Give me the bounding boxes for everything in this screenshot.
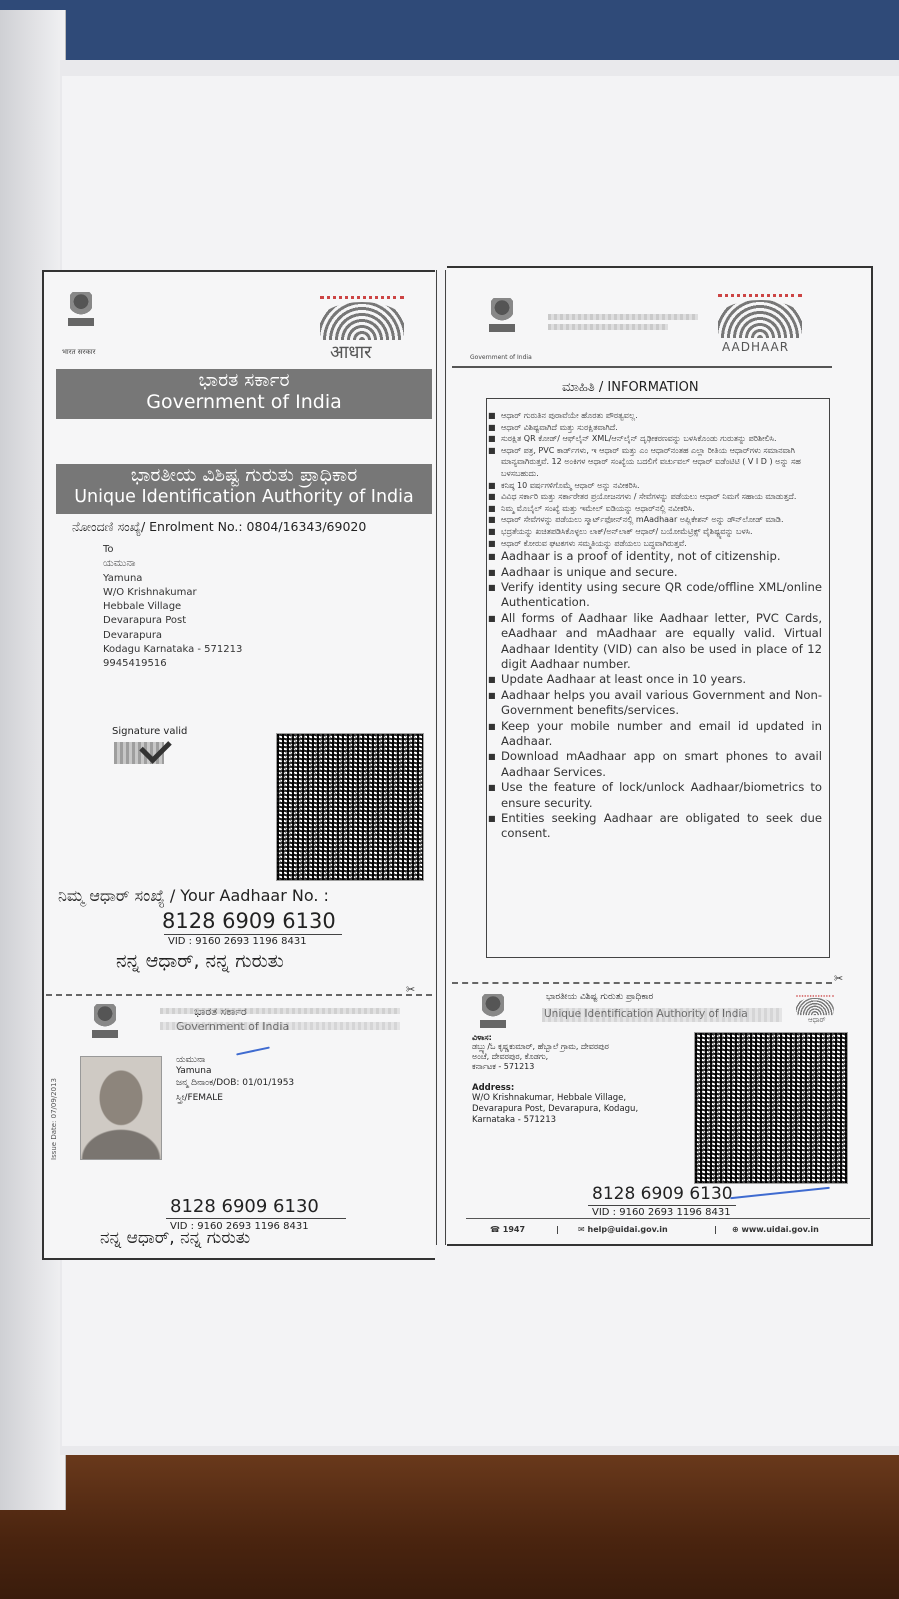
card-tagline: ನನ್ನ ಆಧಾರ್, ನನ್ನ ಗುರುತು: [100, 1228, 251, 1248]
header-rule: [452, 366, 832, 368]
info-list: [488, 410, 822, 842]
card-back-logo-text: ಆಧಾರ್: [808, 1016, 826, 1024]
card-vid: VID : 9160 2693 1196 8431: [170, 1221, 309, 1232]
info-item-kn: ■ ಆಧಾರ್ ಸೇವೆಗಳನ್ನು ಪಡೆಯಲು ಸ್ಮಾರ್ಟ್‌ಫೋನ್‌ನಲ್ಲಿ mAadhaar ಅಪ್ಲಿಕೇಶನ್ ಅನ್ನು ಡೌನ್‌ಲೋಡ್ ಮಾಡಿ.: [488, 514, 822, 526]
email-text: help@uidai.gov.in: [587, 1225, 668, 1234]
uidai-title-kn: ಭಾರತೀಯ ವಿಶಿಷ್ಟ ಗುರುತು ಪ್ರಾಧಿಕಾರ: [130, 464, 358, 486]
vid-number: VID : 9160 2693 1196 8431: [168, 936, 307, 947]
info-item-kn: ■ ಆಧಾರ್ ಗುರುತಿನ ಪುರಾವೆಯೇ ಹೊರತು ಪೌರತ್ವವಲ್ಲ.: [488, 410, 822, 422]
number-underline: [164, 934, 342, 935]
address-line: Kodagu Karnataka - 571213: [103, 644, 243, 656]
gov-title-en: Government of India: [146, 391, 342, 413]
qr-code: [276, 733, 424, 881]
desk-surface: [0, 1450, 899, 1599]
info-item-kn: ■ ಕನಿಷ್ಠ 10 ವರ್ಷಗಳಿಗೊಮ್ಮೆ ಆಧಾರ್ ಅನ್ನು ನವೀಕರಿಸಿ.: [488, 480, 822, 492]
info-item-kn: ■ ವಿವಿಧ ಸರ್ಕಾರಿ ಮತ್ತು ಸರ್ಕಾರೇತರ ಪ್ರಯೋಜನಗಳು / ಸೇವೆಗಳನ್ನು ಪಡೆಯಲು ಆಧಾರ್ ನಿಮಗೆ ಸಹಾಯ ಮಾಡುತ್ತದೆ.: [488, 491, 822, 503]
header-stripe: [548, 314, 698, 320]
scissors-icon: ✂: [406, 983, 416, 996]
emblem-caption-en: Government of India: [470, 354, 532, 361]
addr-en-label: Address:: [472, 1083, 515, 1093]
issue-date: Issue Date: 07/09/2013: [50, 1078, 58, 1160]
aadhaar-number: 8128 6909 6130: [162, 909, 336, 933]
address-line: ಯಮುನಾ: [103, 558, 136, 570]
info-item-kn: ■ ಆಧಾರ್ ಕೋರುವ ಘಟಕಗಳು ಸಮ್ಮತಿಯನ್ನು ಪಡೆಯಲು ಬದ್ಧವಾಗಿರುತ್ತವೆ.: [488, 538, 822, 550]
card-emblem-icon: [90, 1004, 120, 1048]
card-aadhaar-number: 8128 6909 6130: [170, 1196, 319, 1217]
enrolment-number: ನೋಂದಣಿ ಸಂಖ್ಯೆ/ Enrolment No.: 0804/16343/69020: [72, 519, 367, 534]
info-item-en: ■ Verify identity using secure QR code/offline XML/online Authentication.: [488, 580, 822, 611]
footer-rule: [466, 1218, 870, 1219]
signature-label: Signature valid: [112, 726, 188, 737]
your-aadhaar-label: ನಿಮ್ಮ ಆಧಾರ್ ಸಂಖ್ಯೆ / Your Aadhaar No. :: [58, 886, 329, 905]
address-line: 9945419516: [103, 658, 167, 670]
web-text: www.uidai.gov.in: [741, 1225, 819, 1234]
phone-text: 1947: [502, 1225, 526, 1234]
card-back-emblem-icon: [478, 994, 508, 1038]
aadhaar-logo-text: AADHAAR: [722, 340, 790, 354]
national-emblem-icon: [66, 292, 96, 336]
fold-divider: [436, 270, 446, 1245]
holder-name-en: Yamuna: [176, 1066, 212, 1076]
aadhaar-logo-text: आधार: [330, 342, 372, 363]
addr-kn-line: ಡಬ್ಲ್ಯು/ಓ ಕೃಷ್ಣಕುಮಾರ್, ಹೆಬ್ಬಾಲೆ ಗ್ರಾಮ, ದೇವರಪುರ: [472, 1042, 609, 1051]
footer-separator: |: [714, 1225, 717, 1234]
info-item-en: ■ Entities seeking Aadhaar are obligated to seek due consent.: [488, 811, 822, 842]
email-contact: ✉ help@uidai.gov.in: [578, 1225, 668, 1234]
address-line: Devarapura Post: [103, 615, 187, 627]
addr-kn-line: ಅಂಚೆ, ದೇವರಪುರ, ಕೊಡಗು,: [472, 1052, 549, 1061]
holder-photo: [80, 1056, 162, 1160]
card-number-underline: [166, 1218, 346, 1219]
address-line: Devarapura: [103, 629, 163, 641]
card-back-uidai-kn: ಭಾರತೀಯ ವಿಶಿಷ್ಟ ಗುರುತು ಪ್ರಾಧಿಕಾರ: [546, 992, 654, 1002]
card-back-uidai-en: Unique Identification Authority of India: [544, 1008, 748, 1020]
addr-en-line: Karnataka - 571213: [472, 1115, 557, 1125]
info-item-en: ■ Aadhaar is unique and secure.: [488, 565, 822, 580]
info-item-en: ■ Aadhaar helps you avail various Government and Non- Government benefits/services.: [488, 688, 822, 719]
info-item-en: ■ Keep your mobile number and email id updated in Aadhaar.: [488, 719, 822, 750]
addr-kn-line: ಕರ್ನಾಟಕ - 571213: [472, 1062, 535, 1071]
gov-banner: [56, 369, 432, 419]
info-item-kn: ■ ನಿಮ್ಮ ಮೊಬೈಲ್ ಸಂಖ್ಯೆ ಮತ್ತು ಇಮೇಲ್ ಐಡಿಯನ್ನು ಆಧಾರ್‌ನಲ್ಲಿ ನವೀಕರಿಸಿ.: [488, 503, 822, 515]
phone-number: ☎ 1947: [490, 1225, 526, 1234]
card-back-qr-code: [694, 1032, 848, 1184]
addr-en-line: Devarapura Post, Devarapura, Kodagu,: [472, 1104, 639, 1114]
gov-title-kn: ಭಾರತ ಸರ್ಕಾರ: [198, 369, 290, 391]
tagline: ನನ್ನ ಆಧಾರ್, ನನ್ನ ಗುರುತು: [116, 950, 284, 972]
national-emblem-icon: [487, 298, 517, 342]
info-item-en: ■ Update Aadhaar at least once in 10 years.: [488, 672, 822, 687]
address-line: To: [103, 544, 114, 555]
card-banner-stripe: [160, 1008, 400, 1014]
card-back-vid: VID : 9160 2693 1196 8431: [592, 1207, 731, 1218]
info-item-kn: ■ ಸುರಕ್ಷಿತ QR ಕೋಡ್/ ಆಫ್‌ಲೈನ್ XML/ಆನ್‌ಲೈನ್ ದೃಢೀಕರಣವನ್ನು ಬಳಸಿಕೊಂಡು ಗುರುತನ್ನು ಪರಿಶೀಲಿಸಿ.: [488, 433, 822, 445]
footer-separator: |: [556, 1225, 559, 1234]
info-item-en: ■ All forms of Aadhaar like Aadhaar letter, PVC Cards, eAadhaar and mAadhaar are equally valid. Virtual Aadhaar Identity (VID) can also be used in place of 12 digit Aadhaar number.: [488, 611, 822, 673]
info-item-en: ■ Aadhaar is a proof of identity, not of citizenship.: [488, 549, 822, 564]
card-gov-kn: ಭಾರತ ಸರ್ಕಾರ: [194, 1005, 247, 1018]
card-back-number-underline: [588, 1205, 736, 1206]
header-stripe: [548, 324, 668, 330]
addr-en-line: W/O Krishnakumar, Hebbale Village,: [472, 1093, 627, 1103]
uidai-title-en: Unique Identification Authority of India: [74, 487, 414, 507]
info-item-en: ■ Use the feature of lock/unlock Aadhaar/biometrics to ensure security.: [488, 780, 822, 811]
card-gov-en: Government of India: [176, 1020, 290, 1033]
card-back-aadhaar-number: 8128 6909 6130: [592, 1184, 733, 1204]
cut-line: [452, 982, 832, 984]
cut-line: [46, 994, 432, 996]
uidai-banner: [56, 464, 432, 514]
info-item-kn: ■ ಆಧಾರ್ ಪತ್ರ, PVC ಕಾರ್ಡ್‌ಗಳು, ಇ ಆಧಾರ್ ಮತ್ತು ಎಂ ಆಧಾರ್‌ನಂತಹ ಎಲ್ಲಾ ರೀತಿಯ ಆಧಾರ್‌ಗಳು ಸಮಾನವಾಗಿ ಮಾನ್ಯವಾಗಿರುತ್ತವೆ. 12 ಅಂಕಿಗಳ ಆಧಾರ್ ಸಂಖ್ಯೆಯ ಬದಲಿಗೆ ವರ್ಚುವಲ್ ಆಧಾರ್ ಐಡೆಂಟಿಟಿ ( V I D ) ಅನ್ನು ಸಹ ಬಳಸಬಹುದು.: [488, 445, 822, 480]
info-title: ಮಾಹಿತಿ / INFORMATION: [562, 380, 699, 395]
holder-name-kn: ಯಮುನಾ: [176, 1055, 206, 1065]
web-contact: ⊕ www.uidai.gov.in: [732, 1225, 819, 1234]
address-line: Hebbale Village: [103, 601, 182, 613]
card-banner-stripe: [160, 1022, 400, 1030]
info-item-kn: ■ ಭದ್ರತೆಯನ್ನು ಖಚಿತಪಡಿಸಿಕೊಳ್ಳಲು ಲಾಕ್/ಅನ್‌ಲಾಕ್ ಆಧಾರ್/ ಬಯೋಮೆಟ್ರಿಕ್ಸ್ ವೈಶಿಷ್ಟ್ಯವನ್ನು ಬಳಸಿ.: [488, 526, 822, 538]
card-back-stripe: [542, 1008, 782, 1022]
info-item-en: ■ Download mAadhaar app on smart phones to avail Aadhaar Services.: [488, 749, 822, 780]
holder-gender: ಸ್ತ್ರೀ/FEMALE: [176, 1093, 223, 1103]
recipient-address: [103, 543, 242, 672]
emblem-caption: भारत सरकार: [62, 348, 96, 356]
address-line: Yamuna: [103, 572, 143, 584]
address-line: W/O Krishnakumar: [103, 586, 197, 598]
scissors-icon: ✂: [834, 972, 844, 985]
addr-kn-label: ವಿಳಾಸ:: [472, 1033, 492, 1042]
holder-dob: ಜನ್ಮ ದಿನಾಂಕ/DOB: 01/01/1953: [176, 1078, 295, 1088]
info-item-kn: ■ ಆಧಾರ್ ವಿಶಿಷ್ಟವಾಗಿದೆ ಮತ್ತು ಸುರಕ್ಷಿತವಾಗಿದೆ.: [488, 422, 822, 434]
